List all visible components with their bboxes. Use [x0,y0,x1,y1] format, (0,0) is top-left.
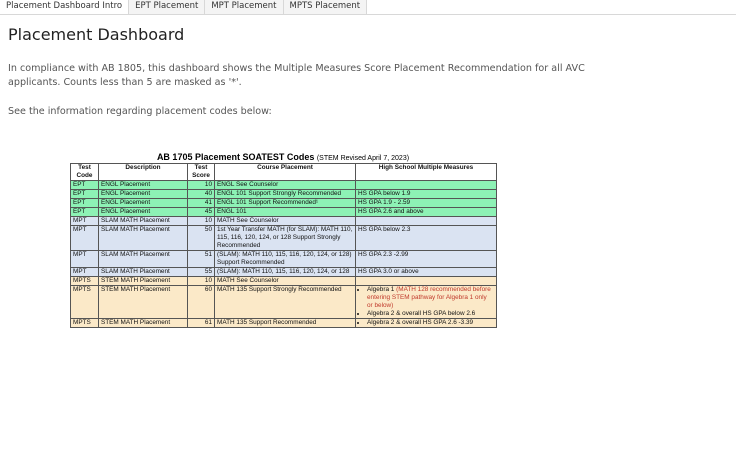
cell-hs: HS GPA below 1.9 [356,190,497,199]
list-item [367,286,494,310]
placement-codes-table [70,163,497,328]
cell-desc: ENGL Placement [99,208,188,217]
cell-desc: STEM MATH Placement [99,319,188,328]
table-row [71,208,497,217]
cell-hs [356,286,497,319]
header-hs-multiple-measures: High School Multiple Measures [356,164,497,181]
cell-score: 45 [188,208,215,217]
cell-desc: SLAM MATH Placement [99,268,188,277]
cell-code: EPT [71,199,99,208]
cell-score: 40 [188,190,215,199]
table-row [71,190,497,199]
cell-code: MPT [71,268,99,277]
list-item-text: Algebra 1 [367,286,395,293]
table-row [71,268,497,277]
table-row [71,277,497,286]
cell-hs [356,181,497,190]
cell-code: MPTS [71,286,99,319]
tab-bar [0,0,736,15]
cell-placement: ENGL 101 [215,208,356,217]
cell-placement: ENGL See Counselor [215,181,356,190]
cell-code: EPT [71,190,99,199]
cell-score: 10 [188,181,215,190]
table-row [71,286,497,319]
cell-placement: MATH 135 Support Strongly Recommended [215,286,356,319]
cell-code: MPTS [71,319,99,328]
cell-hs [356,319,497,328]
list-item: • Algebra 2 & overall HS GPA 2.6 -3.39 [367,319,494,327]
cell-score: 10 [188,277,215,286]
cell-hs [356,277,497,286]
cell-placement: ENGL 101 Support Recommended¹ [215,199,356,208]
cell-hs: HS GPA below 2.3 [356,226,497,251]
tab-placement-dashboard-intro[interactable]: Placement Dashboard Intro [0,0,129,14]
cell-hs: HS GPA 1.9 - 2.59 [356,199,497,208]
cell-hs [356,217,497,226]
header-description: Description [99,164,188,181]
intro-text: In compliance with AB 1805, this dashboard shows the Multiple Measures Score Placement Recommendation for all AVC applicants. Counts less than 5 are masked as '*'. [8,63,585,88]
cell-placement: MATH 135 Support Recommended [215,319,356,328]
header-test-code: Test Code [71,164,99,181]
table-row [71,226,497,251]
cell-score: 60 [188,286,215,319]
cell-placement: ENGL 101 Support Strongly Recommended [215,190,356,199]
cell-code: MPT [71,217,99,226]
table-row [71,319,497,328]
figure-title-main: AB 1705 Placement SOATEST Codes [156,152,315,162]
cell-hs: HS GPA 2.6 and above [356,208,497,217]
placement-codes-figure [70,151,496,328]
cell-score: 51 [188,251,215,268]
table-header-row [71,164,497,181]
page-title: Placement Dashboard [8,25,185,44]
figure-title [70,151,496,163]
tab-mpt-placement[interactable]: MPT Placement [205,0,283,14]
table-row [71,251,497,268]
cell-code: MPT [71,226,99,251]
cell-code: EPT [71,208,99,217]
table-row [71,199,497,208]
cell-desc: ENGL Placement [99,199,188,208]
header-test-score: Test Score [188,164,215,181]
cell-desc: STEM MATH Placement [99,277,188,286]
list-item-note: (MATH 128 recommended before entering STEM pathway for Algebra 1 only or below) [367,286,491,309]
table-row [71,181,497,190]
cell-score: 50 [188,226,215,251]
figure-subtitle: (STEM Revised April 7, 2023) [316,155,410,162]
cell-hs: HS GPA 3.0 or above [356,268,497,277]
cell-score: 10 [188,217,215,226]
table-row [71,217,497,226]
list-item: • Algebra 2 & overall HS GPA below 2.6 [367,310,494,318]
cell-hs: HS GPA 2.3 -2.99 [356,251,497,268]
info-text: See the information regarding placement codes below: [8,106,272,117]
header-course-placement: Course Placement [215,164,356,181]
cell-desc: STEM MATH Placement [99,286,188,319]
cell-placement: (SLAM): MATH 110, 115, 116, 120, 124, or 128 [215,268,356,277]
cell-desc: SLAM MATH Placement [99,226,188,251]
cell-desc: SLAM MATH Placement [99,217,188,226]
cell-desc: SLAM MATH Placement [99,251,188,268]
cell-score: 61 [188,319,215,328]
cell-placement: 1st Year Transfer MATH (for SLAM): MATH 110, 115, 116, 120, 124, or 128 Support Strongly Recommended [215,226,356,251]
cell-code: MPTS [71,277,99,286]
cell-desc: ENGL Placement [99,181,188,190]
cell-score: 41 [188,199,215,208]
cell-placement: MATH See Counselor [215,217,356,226]
cell-placement: (SLAM): MATH 110, 115, 116, 120, 124, or 128) Support Recommended [215,251,356,268]
cell-code: MPT [71,251,99,268]
cell-desc: ENGL Placement [99,190,188,199]
cell-placement: MATH See Counselor [215,277,356,286]
tab-ept-placement[interactable]: EPT Placement [129,0,205,14]
cell-code: EPT [71,181,99,190]
cell-score: 55 [188,268,215,277]
tab-mpts-placement[interactable]: MPTS Placement [284,0,368,14]
hs-measures-list [358,286,494,318]
hs-measures-list [358,319,494,327]
